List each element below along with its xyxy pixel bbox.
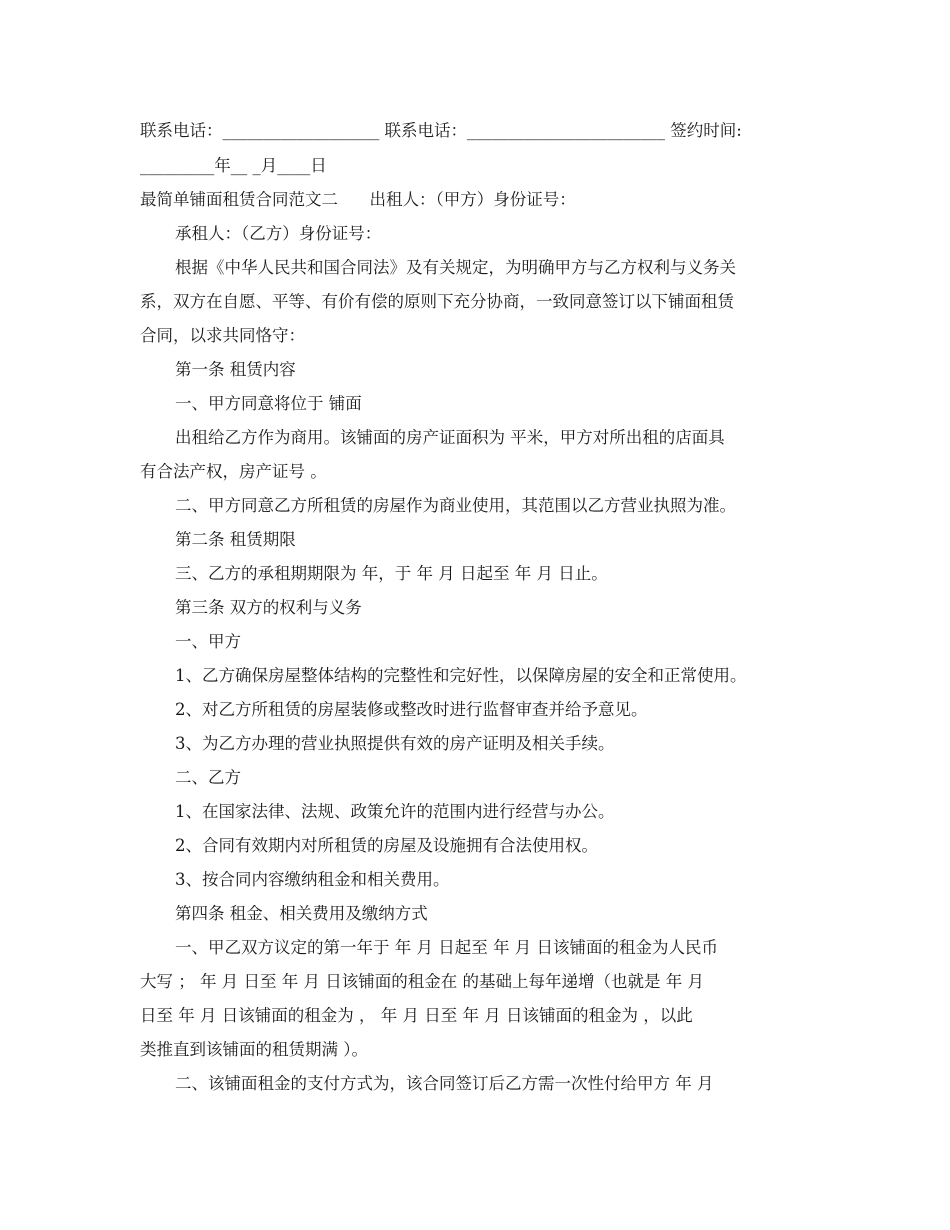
payment-clause-line-1: 二、该铺面租金的支付方式为，该合同签订后乙方需一次性付给甲方 年 月 — [175, 1074, 714, 1093]
rent-clause-line-1: 一、甲乙双方议定的第一年于 年 月 日起至 年 月 日该铺面的租金为人民币 — [175, 938, 718, 957]
clause-1-2: 二、甲方同意乙方所租赁的房屋作为商业使用，其范围以乙方营业执照为准。 — [175, 496, 736, 515]
article-3-heading: 第三条 双方的权利与义务 — [175, 598, 362, 617]
clause-1-1-cont-1: 出租给乙方作为商用。该铺面的房产证面积为 平米，甲方对所出租的店面具 — [175, 428, 725, 447]
party-a-item-1: 1、乙方确保房屋整体结构的完整性和完好性，以保障房屋的安全和正常使用。 — [175, 666, 747, 685]
article-2-heading: 第二条 租赁期限 — [175, 530, 296, 549]
article-4-heading: 第四条 租金、相关费用及缴纳方式 — [175, 904, 428, 923]
preamble-line-2: 系，双方在自愿、平等、有价有偿的原则下充分协商，一致同意签订以下铺面租赁 — [140, 292, 734, 311]
preamble-line-3: 合同，以求共同恪守： — [140, 326, 305, 345]
rent-clause-line-2: 大写 ； 年 月 日至 年 月 日该铺面的租金在 的基础上每年递增（也就是 年 月 — [140, 972, 704, 991]
rent-clause-line-3: 日至 年 月 日该铺面的租金为 ， 年 月 日至 年 月 日该铺面的租金为 ，以此 — [140, 1006, 693, 1025]
party-b-item-1: 1、在国家法律、法规、政策允许的范围内进行经营与办公。 — [175, 802, 615, 821]
party-a-item-3: 3、为乙方办理的营业执照提供有效的房产证明及相关手续。 — [175, 734, 615, 753]
clause-2-3: 三、乙方的承租期期限为 年，于 年 月 日起至 年 月 日止。 — [175, 564, 608, 583]
rent-clause-line-4: 类推直到该铺面的租赁期满 ）。 — [140, 1040, 368, 1059]
clause-1-1-cont-2: 有合法产权，房产证号 。 — [140, 462, 327, 481]
party-b-heading: 二、乙方 — [175, 768, 241, 787]
party-b-item-3: 3、按合同内容缴纳租金和相关费用。 — [175, 870, 450, 889]
clause-1-1: 一、甲方同意将位于 铺面 — [175, 394, 362, 413]
title-lessor-line: 最简单铺面租赁合同范文二 出租人：（甲方）身份证号： — [140, 190, 576, 209]
party-b-item-2: 2、合同有效期内对所租赁的房屋及设施拥有合法使用权。 — [175, 836, 598, 855]
signing-date-line: _________年__ _月____日 — [140, 156, 327, 175]
preamble-line-1: 根据《中华人民共和国合同法》及有关规定，为明确甲方与乙方权利与义务关 — [175, 258, 736, 277]
party-a-heading: 一、甲方 — [175, 632, 241, 651]
party-a-item-2: 2、对乙方所租赁的房屋装修或整改时进行监督审查并给予意见。 — [175, 700, 648, 719]
article-1-heading: 第一条 租赁内容 — [175, 360, 296, 379]
contact-signing-line: 联系电话：___________________ 联系电话：________________________ 签约时间: — [140, 121, 742, 140]
lessee-line: 承租人：（乙方）身份证号： — [175, 224, 382, 243]
